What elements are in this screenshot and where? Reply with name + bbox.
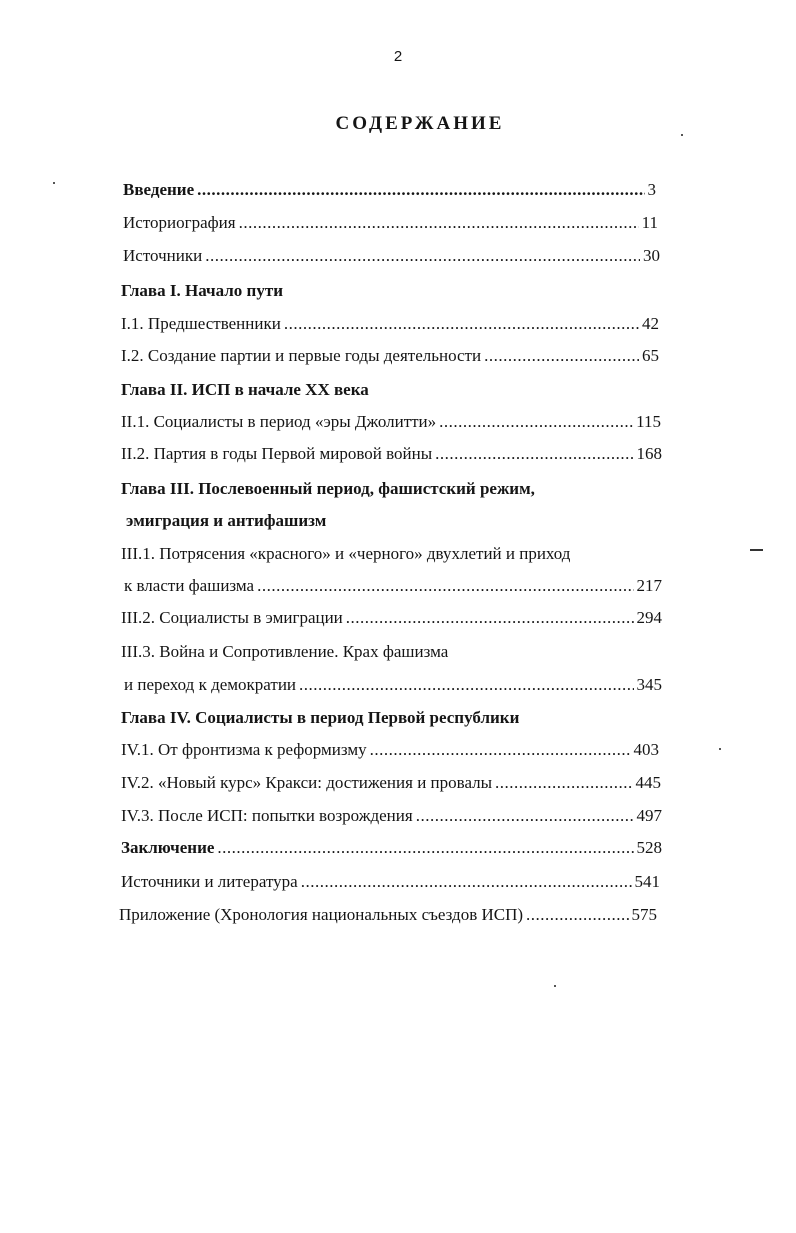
page-title: СОДЕРЖАНИЕ xyxy=(335,113,505,134)
toc-entry-3-3-line1: III.3. Война и Сопротивление. Крах фашизма xyxy=(121,642,449,661)
dot-leader xyxy=(416,804,634,828)
scan-speck xyxy=(554,985,556,987)
toc-entry-label: IV.3. После ИСП: попытки возрождения xyxy=(121,806,413,825)
toc-entry-3-1-line1: III.1. Потрясения «красного» и «черного» двухлетий и приход xyxy=(121,544,571,563)
chapter-1-heading: Глава I. Начало пути xyxy=(121,281,283,300)
scan-speck xyxy=(719,748,721,750)
toc-entry-historiography xyxy=(123,211,658,235)
dot-leader xyxy=(217,836,633,860)
toc-entry-2-2 xyxy=(121,442,662,466)
dot-leader xyxy=(439,410,633,434)
toc-entry-bibliography xyxy=(121,870,660,894)
toc-entry-page: 445 xyxy=(635,773,661,792)
toc-entry-label: IV.2. «Новый курс» Кракси: достижения и провалы xyxy=(121,773,493,792)
toc-entry-label: к власти фашизма xyxy=(124,576,255,595)
toc-entry-page: 528 xyxy=(636,838,662,857)
toc-entry-label: II.1. Социалисты в период «эры Джолитти» xyxy=(121,412,437,431)
toc-entry-page: 168 xyxy=(636,444,662,463)
chapter-2-heading: Глава II. ИСП в начале XX века xyxy=(121,380,369,399)
toc-entry-4-2 xyxy=(121,771,661,795)
toc-entry-page: 345 xyxy=(636,675,662,694)
toc-entry-3-2 xyxy=(121,606,662,630)
toc-entry-3-3 xyxy=(124,673,662,697)
page-number: 2 xyxy=(393,48,403,65)
toc-entry-label: I.2. Создание партии и первые годы деятельности xyxy=(121,346,482,365)
scan-speck xyxy=(53,182,55,184)
toc-entry-page: 575 xyxy=(631,905,657,924)
dot-leader xyxy=(526,903,628,927)
toc-entry-sources xyxy=(123,244,660,268)
toc-entry-1-2 xyxy=(121,344,659,368)
toc-entry-label: III.2. Социалисты в эмиграции xyxy=(121,608,343,627)
dot-leader xyxy=(257,574,633,598)
toc-entry-label: Историография xyxy=(123,213,236,232)
toc-entry-conclusion xyxy=(121,836,662,860)
toc-entry-page: 217 xyxy=(636,576,662,595)
toc-entry-label: Введение xyxy=(123,180,195,199)
dot-leader xyxy=(301,870,632,894)
dot-leader xyxy=(197,178,644,202)
toc-entry-page: 42 xyxy=(642,314,659,333)
scan-speck xyxy=(681,134,683,136)
toc-entry-page: 65 xyxy=(642,346,659,365)
toc-entry-page: 115 xyxy=(636,412,661,431)
toc-entry-page: 30 xyxy=(643,246,660,265)
toc-entry-page: 11 xyxy=(641,213,658,232)
toc-entry-4-3 xyxy=(121,804,662,828)
chapter-3-heading-continued: эмиграция и антифашизм xyxy=(126,511,327,530)
dot-leader xyxy=(205,244,640,268)
dot-leader xyxy=(239,211,639,235)
toc-entry-page: 541 xyxy=(634,872,660,891)
dot-leader xyxy=(346,606,634,630)
toc-entry-label: и переход к демократии xyxy=(124,675,297,694)
toc-entry-page: 497 xyxy=(636,806,662,825)
dot-leader xyxy=(370,738,631,762)
toc-entry-1-1 xyxy=(121,312,659,336)
toc-entry-label: II.2. Партия в годы Первой мировой войны xyxy=(121,444,433,463)
toc-entry-label: Заключение xyxy=(121,838,215,857)
toc-entry-intro xyxy=(123,178,656,202)
toc-entry-label: Источники и литература xyxy=(121,872,298,891)
dot-leader xyxy=(284,312,639,336)
dot-leader xyxy=(299,673,633,697)
toc-entry-page: 3 xyxy=(647,180,656,199)
toc-entry-3-1 xyxy=(124,574,662,598)
dot-leader xyxy=(495,771,632,795)
toc-entry-label: I.1. Предшественники xyxy=(121,314,281,333)
dot-leader xyxy=(435,442,633,466)
chapter-3-heading: Глава III. Послевоенный период, фашистский режим, xyxy=(121,479,535,498)
toc-entry-2-1 xyxy=(121,410,661,434)
dot-leader xyxy=(484,344,639,368)
toc-entry-page: 403 xyxy=(633,740,659,759)
toc-entry-4-1 xyxy=(121,738,659,762)
toc-entry-label: IV.1. От фронтизма к реформизму xyxy=(121,740,367,759)
toc-entry-label: Приложение (Хронология национальных съездов ИСП) xyxy=(119,905,524,924)
toc-entry-page: 294 xyxy=(636,608,662,627)
toc-entry-appendix xyxy=(119,903,657,927)
chapter-4-heading: Глава IV. Социалисты в период Первой республики xyxy=(121,708,520,727)
toc-entry-label: Источники xyxy=(123,246,203,265)
scan-dash xyxy=(750,549,763,551)
